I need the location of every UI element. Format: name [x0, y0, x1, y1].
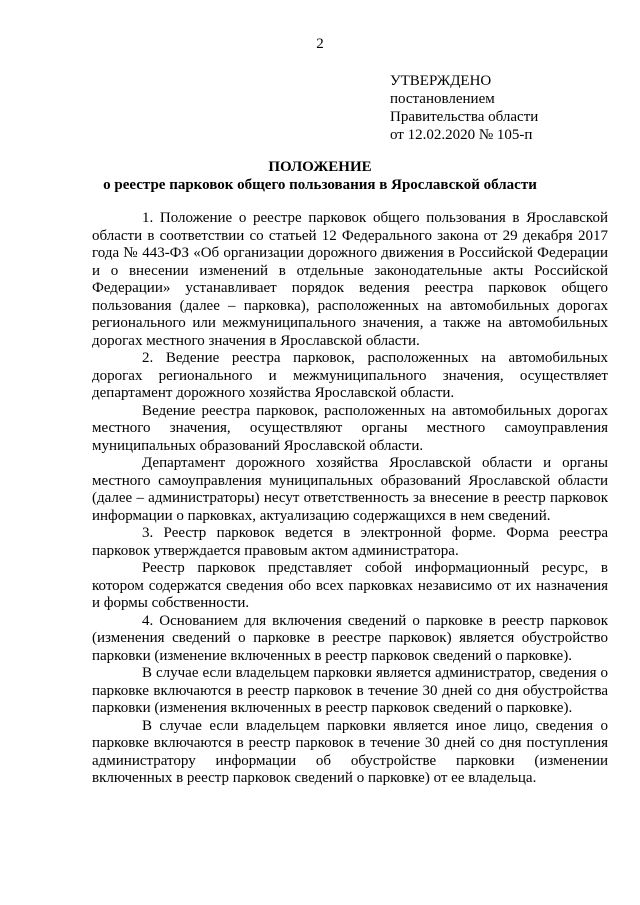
- approval-line: УТВЕРЖДЕНО: [390, 73, 492, 89]
- approval-line: постановлением: [390, 91, 495, 107]
- title-subheading: о реестре парковок общего пользования в Ярославской области: [103, 177, 537, 193]
- approval-line: Правительства области: [390, 109, 539, 125]
- paragraph: Ведение реестра парковок, расположенных на автомобильных дорогах местного значения, осуществляют органы местного самоуправления муниципальных образований Ярославской области.: [92, 402, 608, 454]
- paragraph: В случае если владельцем парковки является администратор, сведения о парковке включаются в реестр парковок в течение 30 дней со дня обустройства парковки (изменения включенных в реестр парковок сведений о парковке).: [92, 665, 608, 716]
- paragraph: 3. Реестр парковок ведется в электронной форме. Форма реестра парковок утверждается правовым актом администратора.: [92, 525, 608, 559]
- paragraph: 2. Ведение реестра парковок, расположенных на автомобильных дорогах регионального и межмуниципального значения, осуществляет департамент дорожного хозяйства Ярославской области.: [92, 350, 608, 401]
- paragraph: 1. Положение о реестре парковок общего пользования в Ярославской области в соответствии со статьей 12 Федерального закона от 29 декабря 2017 года № 443-ФЗ «Об организации дорожного движения в Российской Федерации и о внесении изменений в отдельные законодательные акты Российской Федерации» устанавливает порядок ведения реестра парковок общего пользования (далее – парковка), расположенных на автомобильных дорогах регионального или межмуниципального значения, а также на автомобильных дорогах местного значения в Ярославской области.: [92, 210, 608, 349]
- paragraph: 4. Основанием для включения сведений о парковке в реестр парковок (изменения сведений о парковке в реестре парковок) является обустройство парковки (изменение включенных в реестр парковок сведений о парковке).: [92, 612, 608, 664]
- approval-stamp: [390, 72, 630, 144]
- document-title: [0, 158, 640, 194]
- paragraph: В случае если владельцем парковки является иное лицо, сведения о парковке включаются в реестр парковок в течение 30 дней со дня поступления администратору информации об обустройстве парковки (изменении включенных в реестр парковок сведений о парковке) от ее владельца.: [92, 717, 608, 786]
- page-number: 2: [316, 36, 324, 52]
- paragraph: Реестр парковок представляет собой информационный ресурс, в котором содержатся сведения обо всех парковках независимо от их назначения и формы собственности.: [92, 560, 608, 611]
- approval-line: от 12.02.2020 № 105-п: [390, 127, 533, 143]
- document-body: [92, 210, 608, 788]
- paragraph: Департамент дорожного хозяйства Ярославской области и органы местного самоуправления муниципальных образований Ярославской области (далее – администраторы) несут ответственность за внесение в реестр парковок информации о парковках, актуализацию содержащихся в нем сведений.: [92, 455, 608, 524]
- title-heading: ПОЛОЖЕНИЕ: [268, 159, 372, 175]
